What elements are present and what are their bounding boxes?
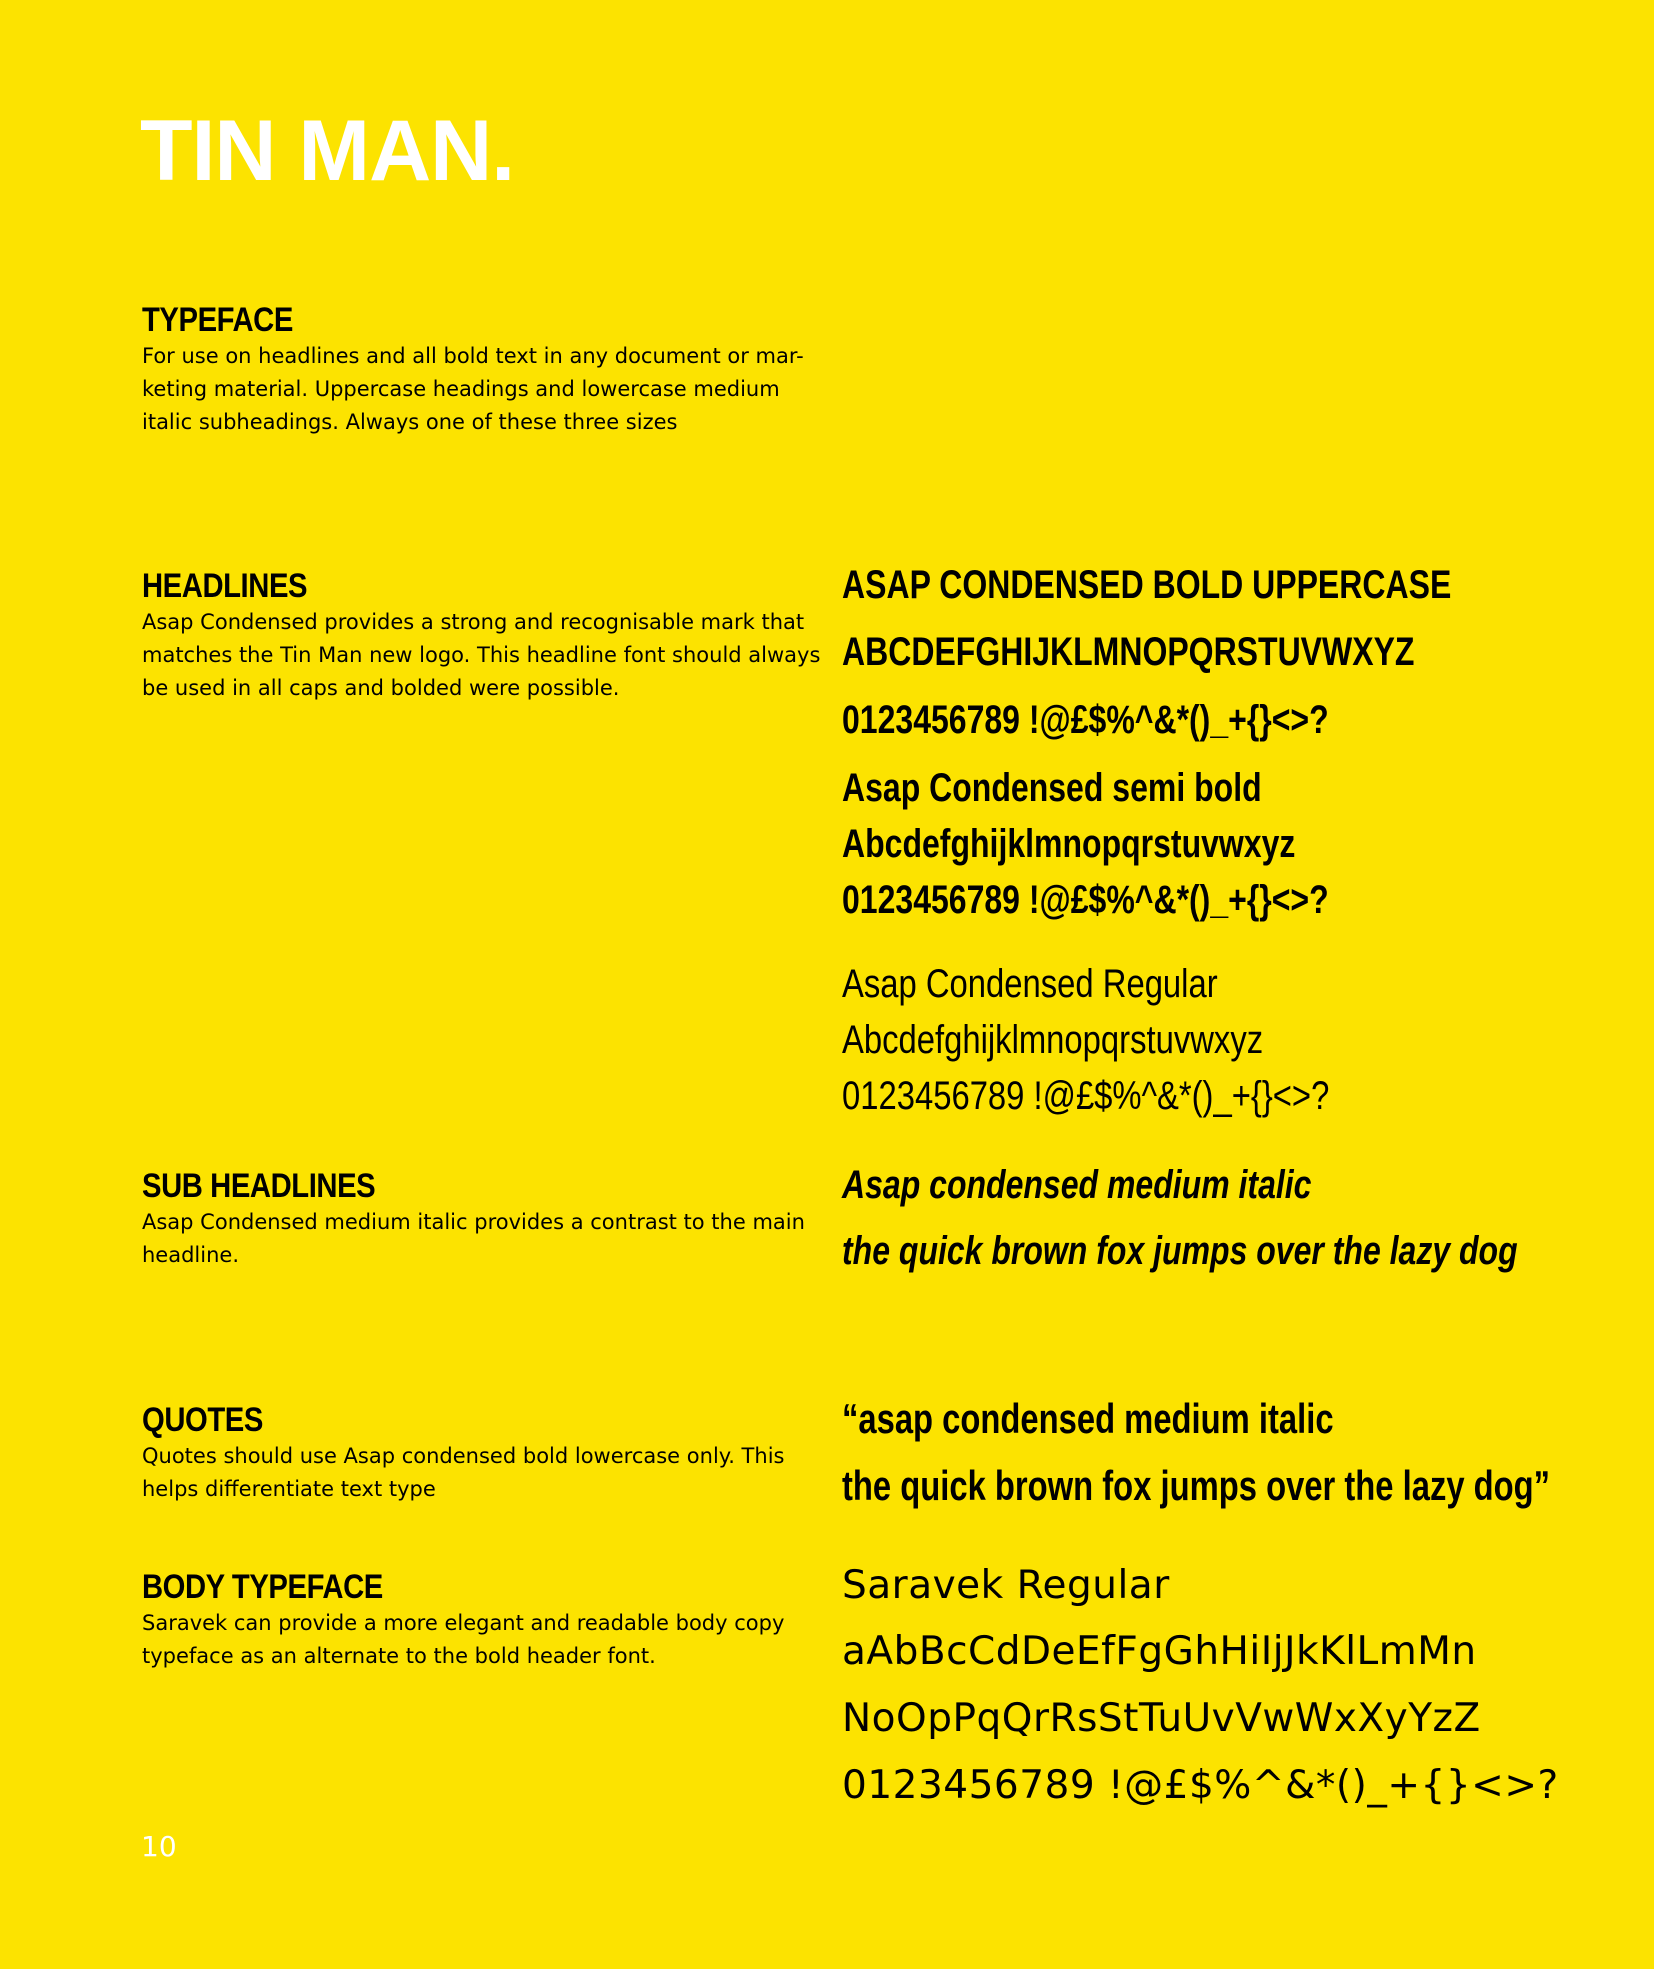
section-title-body-typeface: BODY TYPEFACE	[142, 1568, 383, 1606]
section-typeface	[142, 300, 822, 439]
specimen-bold-uppercase-alphabet: ABCDEFGHIJKLMNOPQRSTUVWXYZ	[842, 630, 1415, 674]
section-quotes	[142, 1400, 822, 1506]
specimen-bold-uppercase-numerals: 0123456789 !@£$%^&*()_+{}<>?	[842, 698, 1329, 742]
specimen-semi-bold-alphabet: Abcdefghijklmnopqrstuvwxyz	[842, 822, 1296, 866]
specimen-quote-line-1: “asap condensed medium italic	[842, 1395, 1334, 1442]
specimen-quote-line-2: the quick brown fox jumps over the lazy dog”	[842, 1462, 1551, 1509]
specimen-saravek-line-2: NoOpPqQrRsStTuUvVwWxXyYzZ	[842, 1696, 1481, 1741]
specimen-semi-bold-numerals: 0123456789 !@£$%^&*()_+{}<>?	[842, 878, 1329, 922]
tin-man-logo: TIN MAN.	[140, 103, 515, 199]
section-body-body-typeface: Saravek can provide a more elegant and readable body copy typeface as an alternate to the bold header font.	[142, 1611, 785, 1668]
specimen-saravek-numerals: 0123456789 !@£$%^&*()_+{}<>?	[842, 1763, 1559, 1808]
section-title-sub-headlines: SUB HEADLINES	[142, 1167, 376, 1205]
specimen-bold-uppercase-name: ASAP CONDENSED BOLD UPPERCASE	[842, 563, 1452, 607]
section-body-quotes: Quotes should use Asap condensed bold lowercase only. This helps differentiate text type	[142, 1444, 785, 1501]
section-body-typeface	[142, 1567, 822, 1673]
section-headlines	[142, 566, 822, 705]
specimen-medium-italic-name: Asap condensed medium italic	[842, 1163, 1312, 1207]
specimen-saravek-line-1: aAbBcCdDeEfFgGhHiIjJkKlLmMn	[842, 1629, 1477, 1674]
specimen-saravek-name: Saravek Regular	[842, 1563, 1170, 1608]
section-body-sub-headlines: Asap Condensed medium italic provides a contrast to the main headline.	[142, 1210, 805, 1267]
section-title-headlines: HEADLINES	[142, 567, 308, 605]
page-number: 10	[141, 1830, 177, 1863]
section-title-quotes: QUOTES	[142, 1401, 263, 1439]
specimen-regular-numerals: 0123456789 !@£$%^&*()_+{}<>?	[842, 1074, 1330, 1118]
section-title-typeface: TYPEFACE	[142, 301, 293, 339]
specimen-semi-bold-name: Asap Condensed semi bold	[842, 766, 1262, 810]
specimen-medium-italic-sample: the quick brown fox jumps over the lazy dog	[842, 1229, 1518, 1273]
section-body-typeface: For use on headlines and all bold text in any document or mar-keting material. Uppercase headings and lowercase medium italic subheadings. Always one of these three sizes	[142, 344, 804, 434]
specimen-regular-name: Asap Condensed Regular	[842, 962, 1218, 1006]
section-body-headlines: Asap Condensed provides a strong and recognisable mark that matches the Tin Man new logo. This headline font should always be used in all caps and bolded were possible.	[142, 610, 821, 700]
section-sub-headlines	[142, 1166, 822, 1272]
specimen-regular-alphabet: Abcdefghijklmnopqrstuvwxyz	[842, 1018, 1264, 1062]
